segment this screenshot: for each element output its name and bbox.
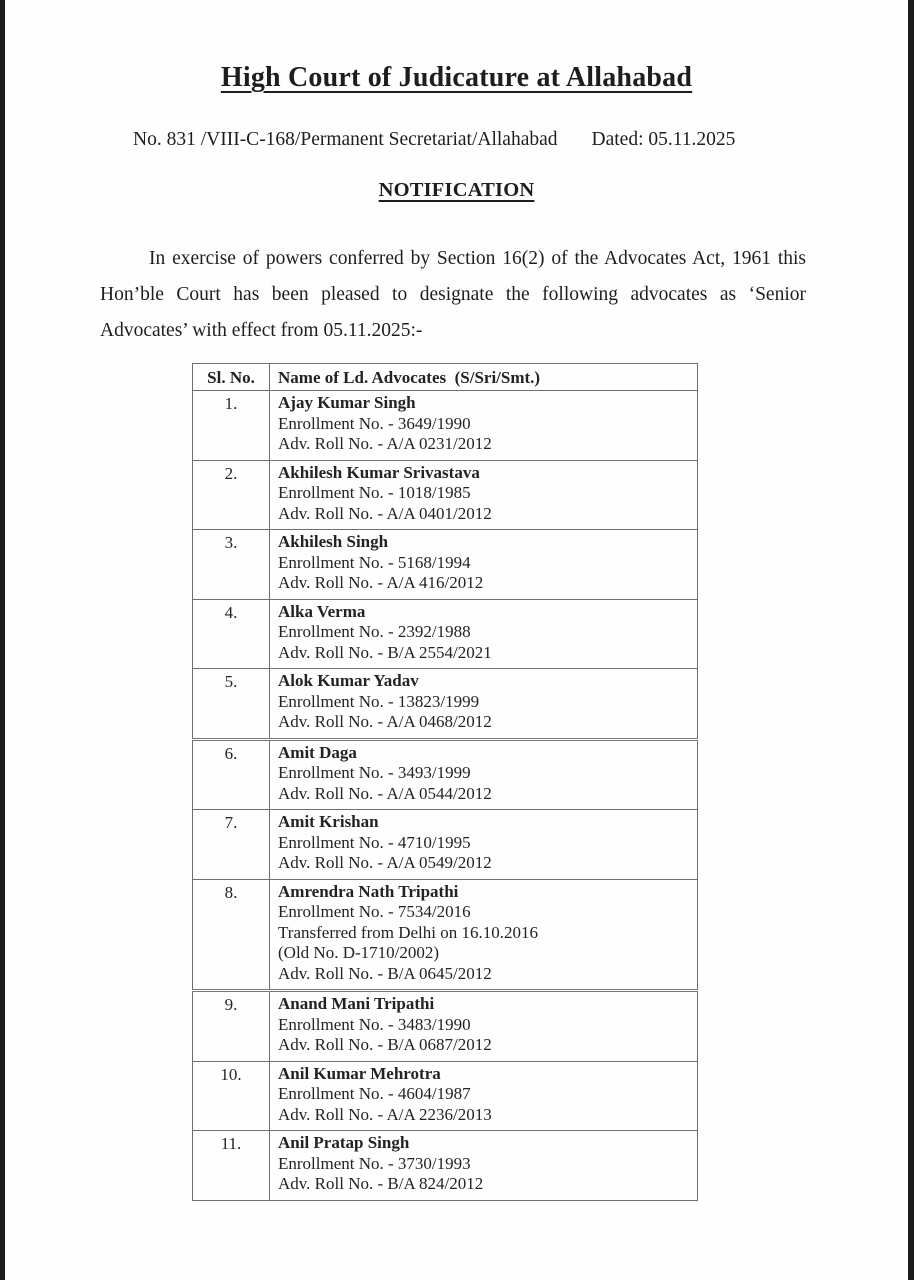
table-row [193, 599, 698, 669]
advocate-detail: Adv. Roll No. - A/A 2236/2013 [278, 1104, 492, 1124]
serial-number: 5. [193, 669, 270, 740]
table-row [193, 391, 698, 461]
advocate-detail: Enrollment No. - 3493/1999 [278, 763, 471, 782]
table-row [193, 669, 698, 740]
serial-number: 1. [193, 391, 270, 461]
advocate-detail: Enrollment No. - 3649/1990 [278, 413, 471, 433]
serial-number: 11. [193, 1131, 270, 1201]
dated-label: Dated: 05.11.2025 [591, 129, 736, 150]
table-row [193, 530, 698, 600]
serial-number: 4. [193, 599, 270, 669]
serial-number: 8. [193, 879, 270, 991]
document-title: High Court of Judicature at Allahabad [220, 62, 693, 93]
advocate-cell [270, 1131, 698, 1201]
advocate-detail: Adv. Roll No. - B/A 2554/2021 [278, 642, 492, 662]
advocates-table [192, 363, 698, 1201]
advocates-table-body [193, 391, 698, 1201]
advocate-detail: Adv. Roll No. - A/A 0401/2012 [278, 503, 492, 523]
advocate-name: Alok Kumar Yadav [278, 671, 419, 690]
table-row [193, 1131, 698, 1201]
advocate-detail: Adv. Roll No. - A/A 0231/2012 [278, 434, 492, 453]
serial-number: 2. [193, 460, 270, 530]
advocate-cell [270, 1061, 698, 1131]
advocate-detail: Adv. Roll No. - A/A 0468/2012 [278, 712, 492, 731]
table-row [193, 460, 698, 530]
advocate-detail: Enrollment No. - 1018/1985 [278, 483, 471, 502]
serial-number: 3. [193, 530, 270, 600]
serial-number: 6. [193, 739, 270, 810]
serial-number: 7. [193, 810, 270, 880]
advocate-name: Amrendra Nath Tripathi [278, 881, 459, 901]
advocate-detail: Enrollment No. - 3483/1990 [278, 1014, 471, 1034]
serial-number: 9. [193, 991, 270, 1062]
advocate-name: Amit Daga [278, 742, 357, 762]
table-row [193, 1061, 698, 1131]
advocate-cell [270, 599, 698, 669]
advocate-detail: Adv. Roll No. - A/A 416/2012 [278, 573, 484, 592]
advocate-detail: Adv. Roll No. - B/A 0687/2012 [278, 1035, 492, 1054]
advocate-cell [270, 391, 698, 461]
advocate-cell [270, 460, 698, 530]
advocate-name: Alka Verma [278, 601, 366, 621]
advocate-cell [270, 530, 698, 600]
advocate-detail: (Old No. D-1710/2002) [278, 943, 440, 962]
reference-number: No. 831 /VIII-C-168/Permanent Secretariat/Allahabad [133, 129, 558, 150]
advocate-name: Akhilesh Kumar Srivastava [278, 462, 480, 482]
table-row [193, 739, 698, 810]
advocate-name: Amit Krishan [278, 812, 379, 831]
table-row [193, 810, 698, 880]
advocate-name: Ajay Kumar Singh [278, 393, 416, 412]
column-header-name: Name of Ld. Advocates (S/Sri/Smt.) [270, 364, 698, 391]
advocate-detail: Adv. Roll No. - A/A 0544/2012 [278, 783, 492, 803]
advocate-detail: Enrollment No. - 7534/2016 [278, 902, 471, 921]
column-header-sl-no: Sl. No. [193, 364, 270, 391]
advocate-cell [270, 991, 698, 1062]
advocates-table-grid [192, 363, 698, 1201]
advocate-detail: Transferred from Delhi on 16.10.2016 [278, 922, 538, 942]
advocate-detail: Enrollment No. - 5168/1994 [278, 552, 471, 572]
body-paragraph: In exercise of powers conferred by Section 16(2) of the Advocates Act, 1961 this Hon’ble Court has been pleased to designate the following advocates as ‘Senior Advocates’ with effect from 05.11.2025:- [100, 248, 806, 341]
table-header-row [193, 364, 698, 391]
advocate-cell [270, 739, 698, 810]
advocate-cell [270, 879, 698, 991]
advocate-detail: Enrollment No. - 3730/1993 [278, 1153, 471, 1173]
table-row [193, 879, 698, 991]
advocate-name: Akhilesh Singh [278, 532, 389, 551]
advocate-detail: Enrollment No. - 4710/1995 [278, 832, 471, 852]
reference-line [133, 128, 908, 152]
table-row [193, 991, 698, 1062]
advocate-name: Anil Pratap Singh [278, 1133, 410, 1152]
notification-heading: NOTIFICATION [378, 179, 535, 201]
advocate-detail: Enrollment No. - 13823/1999 [278, 691, 480, 711]
advocate-detail: Adv. Roll No. - B/A 0645/2012 [278, 963, 492, 983]
advocate-name: Anand Mani Tripathi [278, 994, 435, 1013]
advocate-cell [270, 669, 698, 740]
advocate-detail: Enrollment No. - 2392/1988 [278, 622, 471, 641]
advocate-detail: Adv. Roll No. - A/A 0549/2012 [278, 853, 492, 872]
advocate-detail: Enrollment No. - 4604/1987 [278, 1084, 471, 1103]
serial-number: 10. [193, 1061, 270, 1131]
advocate-name: Anil Kumar Mehrotra [278, 1063, 441, 1083]
advocate-detail: Adv. Roll No. - B/A 824/2012 [278, 1174, 484, 1193]
advocate-cell [270, 810, 698, 880]
